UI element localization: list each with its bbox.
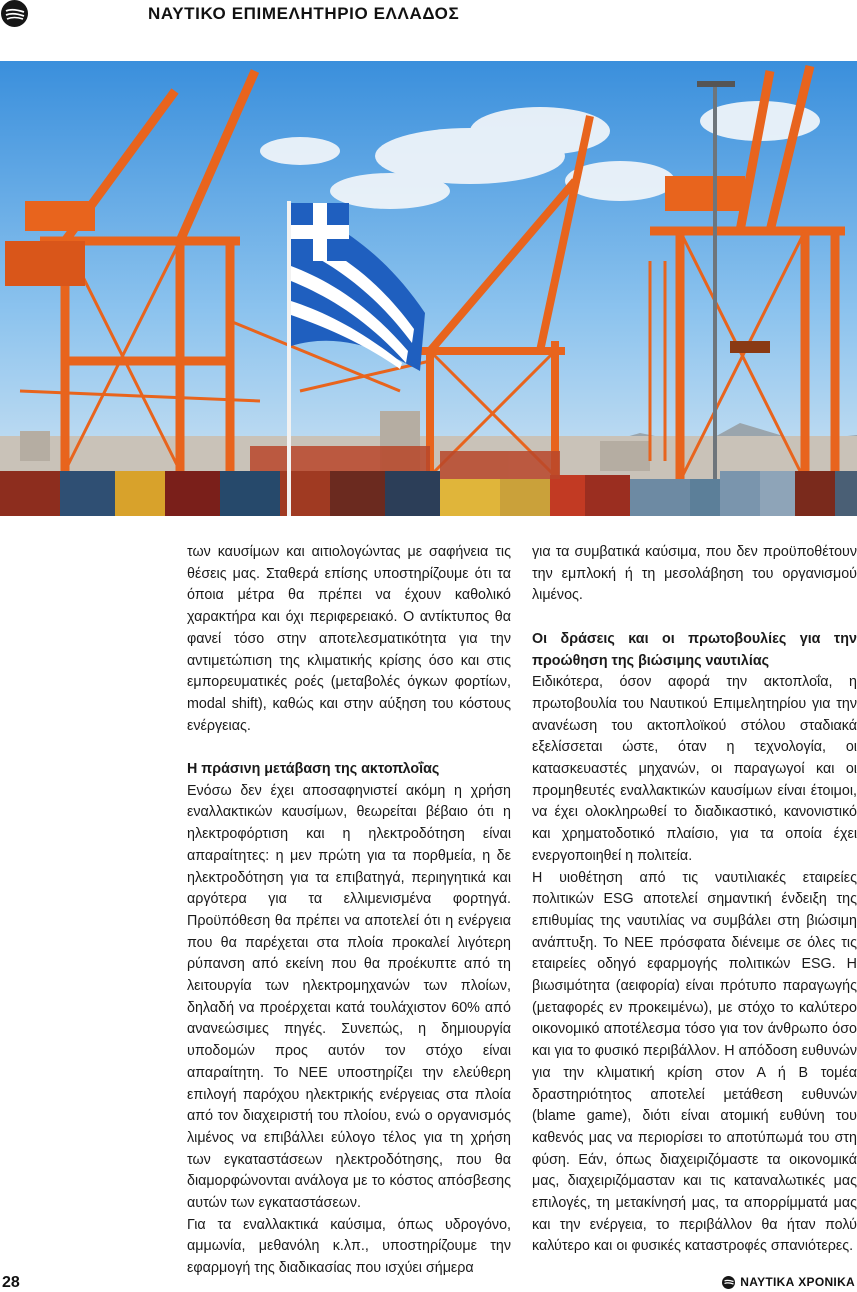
left-paragraph-3: Για τα εναλλακτικά καύσιμα, όπως υδρογόνο, αμμωνία, μεθανόλη κ.λπ., υποστηρίζουμε την εφαρμογή της διαδικασίας που ισχύει σήμερα: [187, 1216, 511, 1277]
cab-left: [25, 201, 95, 231]
header-title: ΝΑΥΤΙΚΟ ΕΠΙΜΕΛΗΤΗΡΙΟ ΕΛΛΑΔΟΣ: [148, 4, 460, 23]
right-paragraph-3: Η υιοθέτηση από τις ναυτιλιακές εταιρείες πολιτικών ESG αποτελεί σημαντική ένδειξη της επιθυμίας της ναυτιλίας να συμβάλει στη βιώσιμη ανάπτυξη. Το ΝΕΕ πρόσφατα διένειμε σε όλες τις εταιρείες οδηγό εφαρμογής πολιτικών ESG. Η βιωσιμότητα (αειφορία) είναι πρότυπο παραγωγής (μεταφορές εν προκειμένω), με στόχο το καλύτερο οικονομικό αποτέλεσμα τόσο για τον άνθρωπο όσο και για το φυσικό περιβάλλον. Η απόδοση ευθυνών για την κλιματική κρίση στον Α ή Β τομέα δραστηριότητος αποτελεί μετάθεση ευθυνών (blame game), διότι είναι ατομική ευθύνη του καθενός μας να περιορίσει το αποτύπωμά του στη φύση. Εάν, όπως διαχειριζόμαστε τα οικονομικά μας, διαχειριζόμασταν και τις καταναλωτικές μας επιλογές, τη μετακίνησή μας, τα απορρίμματά μας και την ενέργεια, το περιβάλλον θα ήταν πολύ καλύτερο και οι φυσικές καταστροφές σπανιότερες.: [532, 869, 857, 1255]
wave-logo-icon: [1, 0, 28, 27]
left-column: [187, 542, 511, 1280]
right-paragraph-1: για τα συμβατικά καύσιμα, που δεν προϋποθέτουν την εμπλοκή ή τη μεσολάβηση του οργανισμού λιμένος.: [532, 544, 857, 604]
containers: [0, 471, 857, 516]
spreader: [730, 341, 770, 353]
right-subheading: Οι δράσεις και οι πρωτοβουλίες για την προώθηση της βιώσιμης ναυτιλίας: [532, 630, 857, 669]
left-paragraph-2: Ενόσω δεν έχει αποσαφηνιστεί ακόμη η χρήση εναλλακτικών καυσίμων, θεωρείται βέβαιο ότι η ηλεκτροφόρτιση και η ηλεκτροδότηση είναι απαραίτητες: η μεν πρώτη για τα πορθμεία, η δε ηλεκτροδότηση για τα επιβατηγά, περιηγητικά και αργότερα για τα ελλιμενισμένα φορτηγά. Προϋπόθεση θα πρέπει να αποτελεί ότι η ενέργεια που θα παρέχεται στα πλοία προκαλεί λιγότερη ρύπανση από εκείνη που θα προέκυπτε από τη λειτουργία των ηλεκτρομηχανών των πλοίων, δηλαδή να προέρχεται κατά τουλάχιστον 60% από ανανεώσιμες πηγές. Συνεπώς, η δημιουργία υποδομών προς αυτόν τον στόχο είναι απαραίτητη. Το ΝΕΕ υποστηρίζει την ελεύθερη επιλογή παρόχου ηλεκτρικής ενέργειας στα πλοία από τον διαχειριστή του πλοίου, ενώ ο οργανισμός λιμένος να επιβάλλει εύλογο τέλος για τη χρήση των εγκαταστάσεων ηλεκτροδότησης, που θα διαμορφώνονται ανάλογα με το κόστος απόσβεσης αυτών των εγκαταστάσεων.: [187, 782, 511, 1212]
harbor-photo: [0, 61, 857, 516]
wave-logo-small-icon: [722, 1276, 735, 1289]
footer-brand-text: ΝΑΥΤΙΚΑ ΧΡΟΝΙΚΑ: [740, 1275, 855, 1289]
cab-left-2: [5, 241, 85, 286]
left-subheading: Η πράσινη μετάβαση της ακτοπλοΐας: [187, 761, 440, 778]
footer-brand: [722, 1275, 855, 1289]
right-column: [532, 542, 857, 1258]
page-number: 28: [2, 1274, 20, 1291]
left-paragraph-1: των καυσίμων και αιτιολογώντας με σαφήνεια τις θέσεις μας. Σταθερά επίσης υποστηρίζουμε ότι τα όποια μέτρα θα πρέπει να έχουν καθολικό χαρακτήρα και όχι περιφερειακό. Ο αντίκτυπος θα φανεί τόσο στην αποτελεσματικότητα για την αντιμετώπιση της κλιματικής κρίσης όσο και στις εμπορευματικές ροές (μεταβολές όγκων φορτίων, modal shift), καθώς και στην αύξηση του κόστους ενέργειας.: [187, 544, 511, 734]
right-paragraph-2: Ειδικότερα, όσον αφορά την ακτοπλοΐα, η πρωτοβουλία του Ναυτικού Επιμελητηρίου για την ανανέωση του ακτοπλοϊκού στόλου σταδιακά εξελίσσεται ώστε, όταν η τεχνολογία, οι κατασκευαστές μηχανών, οι παραγωγοί και οι προμηθευτές εναλλακτικών καυσίμων είναι έτοιμοι, να έχει ολοκληρωθεί το διαδικαστικό, κανονιστικό και χρηματοδοτικό πλαίσιο, για τα οποία έχει ενεργοποιηθεί η πολιτεία.: [532, 674, 857, 864]
lamp: [697, 81, 735, 87]
cab-right: [665, 176, 745, 211]
